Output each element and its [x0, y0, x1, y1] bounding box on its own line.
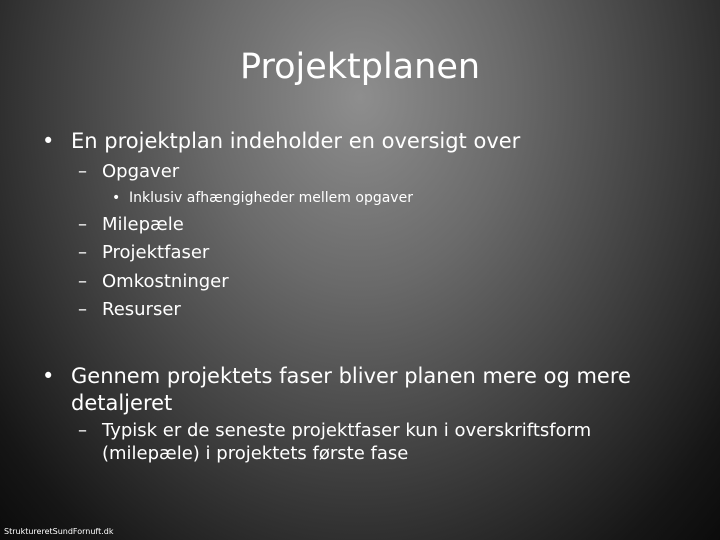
bullet-marker: •	[42, 129, 55, 153]
bullet-2-text-line-1: Gennem projektets faser bliver planen mere og mere	[71, 364, 631, 388]
sub-sub-bullet-text: Inklusiv afhængigheder mellem opgaver	[129, 190, 413, 206]
sub-bullet-omkostninger	[78, 270, 478, 293]
sub-bullet-text: Milepæle	[102, 214, 184, 235]
dash-marker: –	[78, 271, 87, 292]
dash-marker: –	[78, 242, 87, 263]
bullet-marker: •	[42, 364, 55, 388]
slide-title: Projektplanen	[239, 47, 481, 87]
sub-bullet-text: Projektfaser	[102, 242, 210, 263]
dash-marker: –	[78, 299, 87, 320]
dash-marker: –	[78, 161, 87, 182]
sub-sub-bullet-afhaengigheder	[112, 189, 512, 207]
sub-bullet-text-line-1: Typisk er de seneste projektfaser kun i overskriftsform	[102, 420, 592, 441]
bullet-1	[42, 128, 662, 154]
dash-marker: –	[78, 420, 87, 441]
sub-bullet-text: Omkostninger	[102, 271, 229, 292]
bullet-2	[42, 363, 702, 417]
footer-website: StruktureretSundFornuft.dk	[4, 527, 114, 536]
sub-bullet-milepaele	[78, 213, 478, 236]
sub-bullet-resurser	[78, 298, 478, 321]
sub-bullet-typisk	[78, 419, 698, 467]
sub-bullet-text-line-2: (milepæle) i projektets første fase	[102, 443, 409, 464]
dash-marker: –	[78, 214, 87, 235]
sub-bullet-text: Resurser	[102, 299, 181, 320]
bullet-1-text: En projektplan indeholder en oversigt over	[71, 129, 521, 153]
bullet-marker: •	[112, 190, 121, 206]
sub-bullet-projektfaser	[78, 241, 478, 264]
sub-bullet-opgaver	[78, 160, 478, 183]
sub-bullet-text: Opgaver	[102, 161, 180, 182]
bullet-2-text-line-2: detaljeret	[71, 391, 173, 415]
